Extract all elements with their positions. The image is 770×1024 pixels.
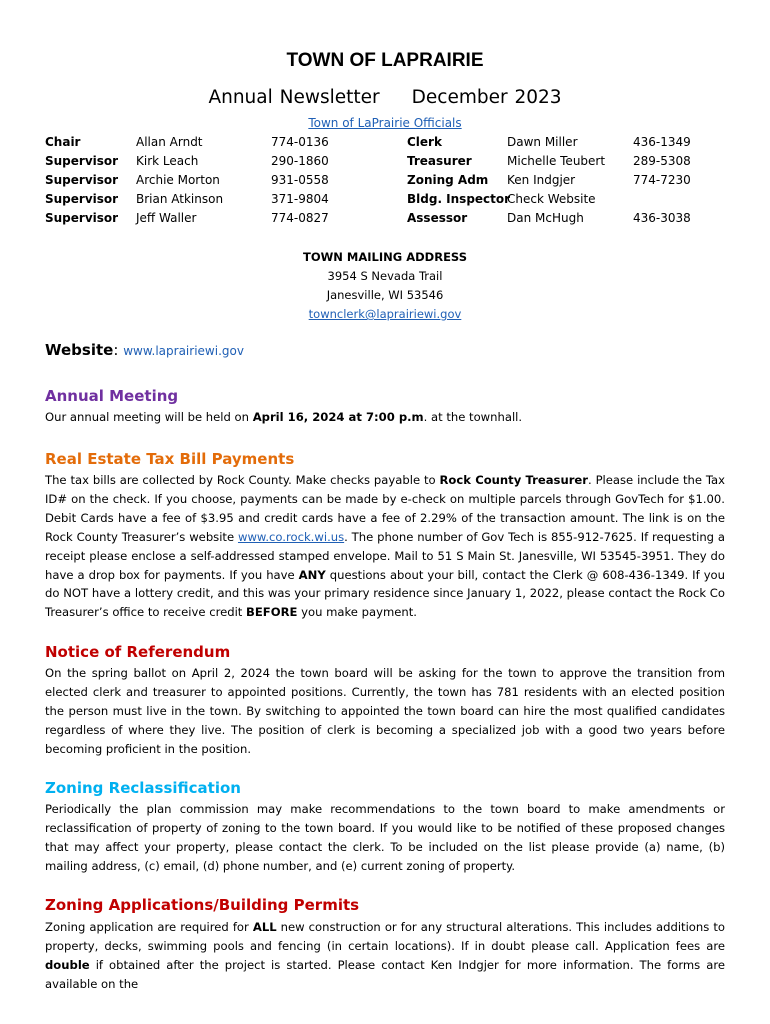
text-run: you make payment. bbox=[297, 605, 417, 620]
emphasis-before: BEFORE bbox=[246, 605, 298, 620]
website-line bbox=[45, 341, 244, 359]
text-run: Zoning application are required for bbox=[45, 920, 253, 934]
annual-meeting-heading: Annual Meeting bbox=[45, 387, 179, 405]
official-name: Dan McHugh bbox=[507, 211, 584, 225]
text-run: if obtained after the project is started. Please contact Ken Indgjer for more information. The forms are available on the bbox=[45, 957, 725, 991]
official-phone: 436-3038 bbox=[633, 211, 691, 225]
official-role: Supervisor bbox=[45, 211, 119, 225]
official-role: Supervisor bbox=[45, 173, 119, 187]
official-role: Treasurer bbox=[407, 154, 472, 168]
text-run: new construction or for any structural alterations. This includes additions to property, decks, swimming pools and fencing (in certain locations). If in doubt please call. Application fees are bbox=[45, 920, 725, 953]
official-phone: 931-0558 bbox=[271, 173, 329, 187]
officials-row bbox=[45, 135, 705, 154]
page-title: TOWN OF LAPRAIRIE bbox=[286, 50, 484, 71]
official-name: Kirk Leach bbox=[136, 154, 199, 168]
newsletter-date: December 2023 bbox=[411, 87, 562, 108]
website-label: Website bbox=[45, 341, 114, 359]
zoning-apps-text bbox=[45, 918, 725, 994]
emphasis-any: ANY bbox=[298, 567, 326, 582]
website-link[interactable]: www.laprairiewi.gov bbox=[123, 344, 244, 358]
payee-name: Rock County Treasurer bbox=[439, 473, 588, 487]
address-line-street: 3954 S Nevada Trail bbox=[327, 269, 443, 283]
annual-meeting-text bbox=[45, 408, 725, 427]
official-name: Brian Atkinson bbox=[136, 192, 224, 206]
official-name: Ken Indgjer bbox=[507, 173, 576, 187]
official-phone: 774-0827 bbox=[271, 211, 329, 225]
official-phone: 371-9804 bbox=[271, 192, 329, 206]
emphasis-all: ALL bbox=[252, 920, 277, 934]
rock-county-link[interactable]: www.co.rock.wi.us bbox=[237, 529, 345, 544]
official-phone: 290-1860 bbox=[271, 154, 329, 168]
zoning-reclass-heading: Zoning Reclassification bbox=[45, 779, 241, 797]
official-phone: 774-7230 bbox=[633, 173, 691, 187]
official-phone: 436-1349 bbox=[633, 135, 691, 149]
official-name: Dawn Miller bbox=[507, 135, 578, 149]
text-run: . at the townhall. bbox=[423, 410, 523, 424]
zoning-reclass-text: Periodically the plan commission may make recommendations to the town board to make amendments or reclassification of property of zoning to the town board. If you would like to be notified of these proposed changes that may affect your property, please contact the clerk. To be included on the list please provide (a) name, (b) mailing address, (c) email, (d) phone number, and (e) current zoning of property. bbox=[45, 802, 725, 873]
newsletter-subtitle bbox=[0, 87, 770, 108]
official-role: Bldg. Inspector bbox=[407, 192, 511, 206]
mailing-address-heading: TOWN MAILING ADDRESS bbox=[303, 250, 467, 264]
text-run: questions about your bill, contact the Clerk @ 608-436-1349. If you do NOT have a lottery credit, and this was your primary residence since January 1, 2022, please contact the Rock Co Treasurer’s office to receive credit bbox=[45, 567, 725, 620]
official-role: Supervisor bbox=[45, 192, 119, 206]
website-colon: : bbox=[113, 341, 119, 359]
official-role: Chair bbox=[45, 135, 81, 149]
official-name: Jeff Waller bbox=[136, 211, 197, 225]
official-phone: 774-0136 bbox=[271, 135, 329, 149]
newsletter-name: Annual Newsletter bbox=[208, 87, 380, 108]
official-role: Supervisor bbox=[45, 154, 119, 168]
text-run: . Please include the Tax ID# on the check. If you choose, payments can be made by e-check on multiple parcels through GovTech for $1.00. Debit Cards have a fee of $3.95 and credit cards have a fee of 2.29% of the transaction amount. The link is on the Rock County Treasurer’s website bbox=[45, 473, 725, 544]
text-run: The tax bills are collected by Rock County. Make checks payable to bbox=[45, 473, 440, 487]
officials-heading-link[interactable]: Town of LaPrairie Officials bbox=[308, 116, 462, 130]
tax-heading: Real Estate Tax Bill Payments bbox=[45, 450, 295, 468]
officials-row bbox=[45, 154, 705, 173]
tax-text bbox=[45, 471, 725, 622]
referendum-heading: Notice of Referendum bbox=[45, 643, 231, 661]
officials-row bbox=[45, 192, 705, 211]
official-name: Allan Arndt bbox=[136, 135, 203, 149]
official-role: Zoning Adm bbox=[407, 173, 489, 187]
address-line-city: Janesville, WI 53546 bbox=[326, 288, 444, 302]
text-run: Our annual meeting will be held on bbox=[45, 410, 253, 424]
text-run: . The phone number of Gov Tech is 855-912-7625. If requesting a receipt please enclose a self-addressed stamped envelope. Mail to 51 S Main St. Janesville, WI 53545-3951. They do have a drop box for payments. If you have bbox=[45, 529, 725, 582]
official-role: Assessor bbox=[407, 211, 468, 225]
emphasis-double: double bbox=[45, 957, 90, 972]
meeting-date: April 16, 2024 at 7:00 p.m bbox=[252, 410, 424, 424]
clerk-email-link[interactable]: townclerk@laprairiewi.gov bbox=[308, 307, 462, 321]
referendum-text: On the spring ballot on April 2, 2024 the town board will be asking for the town to approve the transition from elected clerk and treasurer to appointed positions. Currently, the town has 781 residents with an elected position the person must live in the town. By switching to appointed the town board can hire the most qualified candidates regardless of where they live. The position of clerk is becoming a specialized job with a good two years before becoming proficient in the position. bbox=[45, 666, 725, 756]
official-role: Clerk bbox=[407, 135, 442, 149]
official-phone: 289-5308 bbox=[633, 154, 691, 168]
mailing-address-block bbox=[0, 248, 770, 324]
official-name: Michelle Teubert bbox=[507, 154, 606, 168]
official-name: Check Website bbox=[507, 192, 596, 206]
official-name: Archie Morton bbox=[136, 173, 220, 187]
officials-row bbox=[45, 173, 705, 192]
zoning-apps-heading: Zoning Applications/Building Permits bbox=[45, 896, 360, 914]
officials-row bbox=[45, 211, 705, 230]
